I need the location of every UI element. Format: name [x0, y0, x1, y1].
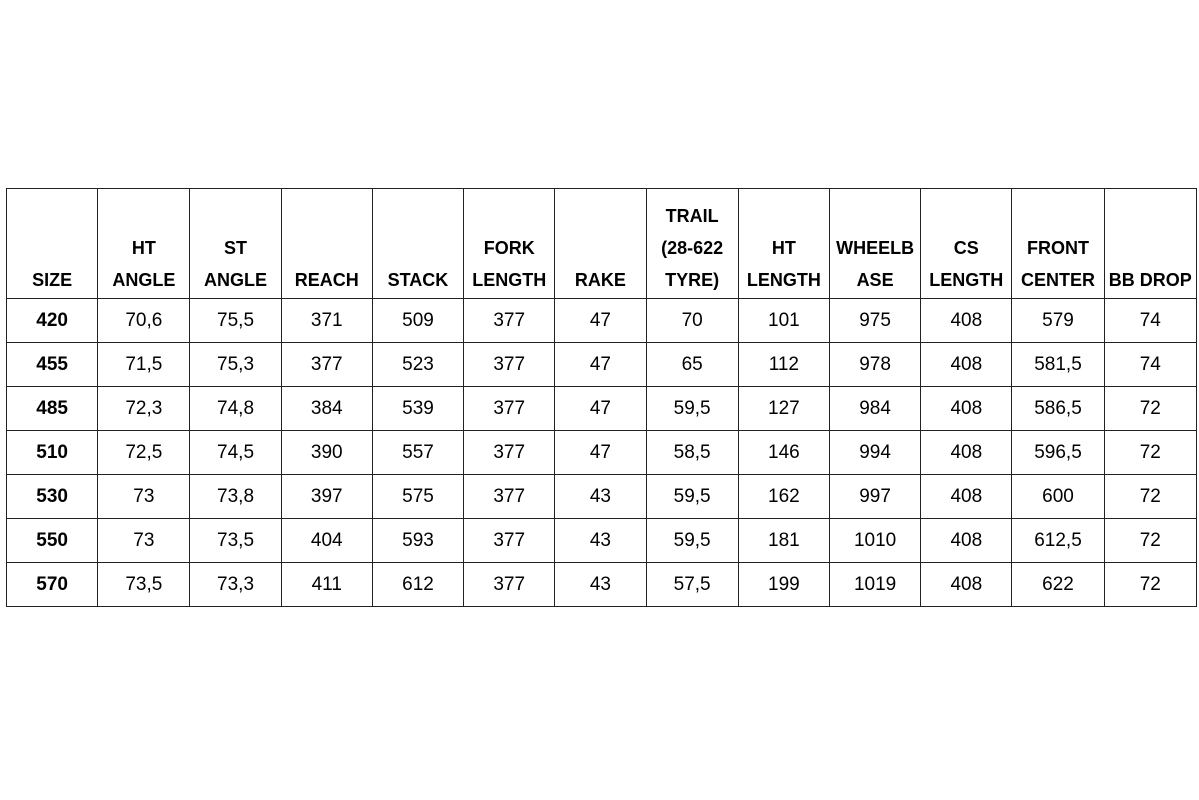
table-cell-reach: 397 — [281, 475, 372, 519]
table-row — [7, 563, 1197, 607]
size-cell: 570 — [7, 563, 98, 607]
column-header-line: STACK — [387, 270, 449, 290]
column-header-size — [7, 189, 98, 299]
table-cell-stack: 575 — [372, 475, 463, 519]
table-cell-st-angle: 73,3 — [190, 563, 281, 607]
column-header-line: SIZE — [32, 270, 73, 290]
table-cell-ht-length: 199 — [738, 563, 829, 607]
table-cell-cs-length: 408 — [921, 519, 1012, 563]
table-row — [7, 475, 1197, 519]
column-header-line: HT — [771, 238, 796, 258]
table-cell-ht-length: 181 — [738, 519, 829, 563]
column-header-line: TYRE) — [665, 270, 720, 290]
table-cell-stack: 593 — [372, 519, 463, 563]
table-cell-trail: 65 — [646, 343, 738, 387]
size-cell: 485 — [7, 387, 98, 431]
table-cell-cs-length: 408 — [921, 387, 1012, 431]
table-cell-ht-angle: 72,5 — [98, 431, 190, 475]
column-header-line: CENTER — [1021, 270, 1096, 290]
table-cell-st-angle: 73,5 — [190, 519, 281, 563]
table-cell-reach: 377 — [281, 343, 372, 387]
table-cell-stack: 539 — [372, 387, 463, 431]
table-row — [7, 343, 1197, 387]
table-cell-cs-length: 408 — [921, 475, 1012, 519]
table-cell-fork-length: 377 — [464, 519, 555, 563]
column-header-line: (28-622 — [661, 238, 724, 258]
column-header-line: FRONT — [1027, 238, 1090, 258]
table-cell-st-angle: 74,5 — [190, 431, 281, 475]
table-row — [7, 299, 1197, 343]
table-cell-bb-drop: 74 — [1104, 343, 1196, 387]
table-cell-fork-length: 377 — [464, 343, 555, 387]
table-cell-st-angle: 75,5 — [190, 299, 281, 343]
table-cell-cs-length: 408 — [921, 431, 1012, 475]
table-cell-fork-length: 377 — [464, 475, 555, 519]
column-header-line: ANGLE — [204, 270, 268, 290]
column-header-line: REACH — [294, 270, 359, 290]
table-cell-trail: 59,5 — [646, 519, 738, 563]
table-cell-cs-length: 408 — [921, 343, 1012, 387]
table-cell-trail: 59,5 — [646, 475, 738, 519]
column-header-line: LENGTH — [472, 270, 547, 290]
table-cell-ht-angle: 73 — [98, 475, 190, 519]
table-cell-ht-angle: 73,5 — [98, 563, 190, 607]
table-cell-bb-drop: 72 — [1104, 475, 1196, 519]
column-header-line: CS — [953, 238, 979, 258]
column-header-line: RAKE — [574, 270, 626, 290]
table-cell-reach: 384 — [281, 387, 372, 431]
column-header-line: HT — [131, 238, 156, 258]
column-header-trail — [646, 189, 738, 299]
column-header-line: ST — [224, 238, 248, 258]
table-cell-rake: 43 — [555, 563, 646, 607]
table-cell-reach: 390 — [281, 431, 372, 475]
table-cell-rake: 47 — [555, 387, 646, 431]
table-cell-ht-length: 112 — [738, 343, 829, 387]
table-cell-wheelbase: 984 — [829, 387, 920, 431]
header-row — [7, 189, 1197, 299]
table-cell-front-center: 586,5 — [1012, 387, 1104, 431]
column-header-line: ASE — [856, 270, 894, 290]
table-cell-bb-drop: 72 — [1104, 431, 1196, 475]
table-row — [7, 387, 1197, 431]
table-cell-front-center: 600 — [1012, 475, 1104, 519]
table-cell-stack: 509 — [372, 299, 463, 343]
table-cell-rake: 43 — [555, 519, 646, 563]
table-cell-trail: 59,5 — [646, 387, 738, 431]
table-cell-wheelbase: 1019 — [829, 563, 920, 607]
table-cell-bb-drop: 72 — [1104, 387, 1196, 431]
table-cell-stack: 612 — [372, 563, 463, 607]
table-cell-cs-length: 408 — [921, 299, 1012, 343]
table-cell-front-center: 622 — [1012, 563, 1104, 607]
table-cell-ht-length: 127 — [738, 387, 829, 431]
table-cell-fork-length: 377 — [464, 299, 555, 343]
column-header-line: TRAIL — [665, 206, 719, 226]
table-cell-trail: 58,5 — [646, 431, 738, 475]
column-header-fork-length — [464, 189, 555, 299]
table-cell-stack: 557 — [372, 431, 463, 475]
table-cell-rake: 43 — [555, 475, 646, 519]
table-cell-trail: 57,5 — [646, 563, 738, 607]
column-header-line: ANGLE — [112, 270, 176, 290]
column-header-wheelbase — [829, 189, 920, 299]
table-cell-stack: 523 — [372, 343, 463, 387]
table-cell-ht-angle: 71,5 — [98, 343, 190, 387]
column-header-reach — [281, 189, 372, 299]
table-cell-wheelbase: 997 — [829, 475, 920, 519]
table-cell-ht-angle: 72,3 — [98, 387, 190, 431]
table-cell-front-center: 579 — [1012, 299, 1104, 343]
table-cell-ht-length: 146 — [738, 431, 829, 475]
size-cell: 550 — [7, 519, 98, 563]
table-cell-reach: 411 — [281, 563, 372, 607]
column-header-front-center — [1012, 189, 1104, 299]
column-header-cs-length — [921, 189, 1012, 299]
table-cell-trail: 70 — [646, 299, 738, 343]
table-cell-st-angle: 75,3 — [190, 343, 281, 387]
table-cell-cs-length: 408 — [921, 563, 1012, 607]
size-cell: 420 — [7, 299, 98, 343]
table-cell-fork-length: 377 — [464, 387, 555, 431]
size-cell: 510 — [7, 431, 98, 475]
table-body — [7, 299, 1197, 607]
table-row — [7, 519, 1197, 563]
table-cell-wheelbase: 975 — [829, 299, 920, 343]
table-cell-wheelbase: 994 — [829, 431, 920, 475]
table-cell-rake: 47 — [555, 299, 646, 343]
column-header-stack — [372, 189, 463, 299]
table-cell-fork-length: 377 — [464, 563, 555, 607]
column-header-line: LENGTH — [929, 270, 1004, 290]
table-cell-bb-drop: 72 — [1104, 519, 1196, 563]
table-cell-front-center: 596,5 — [1012, 431, 1104, 475]
table-cell-fork-length: 377 — [464, 431, 555, 475]
column-header-line: FORK — [483, 238, 535, 258]
table-cell-rake: 47 — [555, 343, 646, 387]
table-cell-st-angle: 73,8 — [190, 475, 281, 519]
geometry-table — [6, 188, 1197, 607]
table-cell-wheelbase: 978 — [829, 343, 920, 387]
table-cell-ht-angle: 70,6 — [98, 299, 190, 343]
column-header-rake — [555, 189, 646, 299]
column-header-line: BB DROP — [1108, 270, 1192, 290]
table-cell-st-angle: 74,8 — [190, 387, 281, 431]
table-cell-reach: 404 — [281, 519, 372, 563]
column-header-line: LENGTH — [746, 270, 821, 290]
table-cell-bb-drop: 74 — [1104, 299, 1196, 343]
column-header-ht-angle — [98, 189, 190, 299]
table-cell-bb-drop: 72 — [1104, 563, 1196, 607]
table-cell-rake: 47 — [555, 431, 646, 475]
table-cell-wheelbase: 1010 — [829, 519, 920, 563]
column-header-ht-length — [738, 189, 829, 299]
table-cell-reach: 371 — [281, 299, 372, 343]
size-cell: 530 — [7, 475, 98, 519]
table-cell-ht-angle: 73 — [98, 519, 190, 563]
table-cell-ht-length: 162 — [738, 475, 829, 519]
column-header-line: WHEELB — [836, 238, 915, 258]
size-cell: 455 — [7, 343, 98, 387]
column-header-bb-drop — [1104, 189, 1196, 299]
table-row — [7, 431, 1197, 475]
table-cell-front-center: 612,5 — [1012, 519, 1104, 563]
table-cell-ht-length: 101 — [738, 299, 829, 343]
column-header-st-angle — [190, 189, 281, 299]
table-cell-front-center: 581,5 — [1012, 343, 1104, 387]
